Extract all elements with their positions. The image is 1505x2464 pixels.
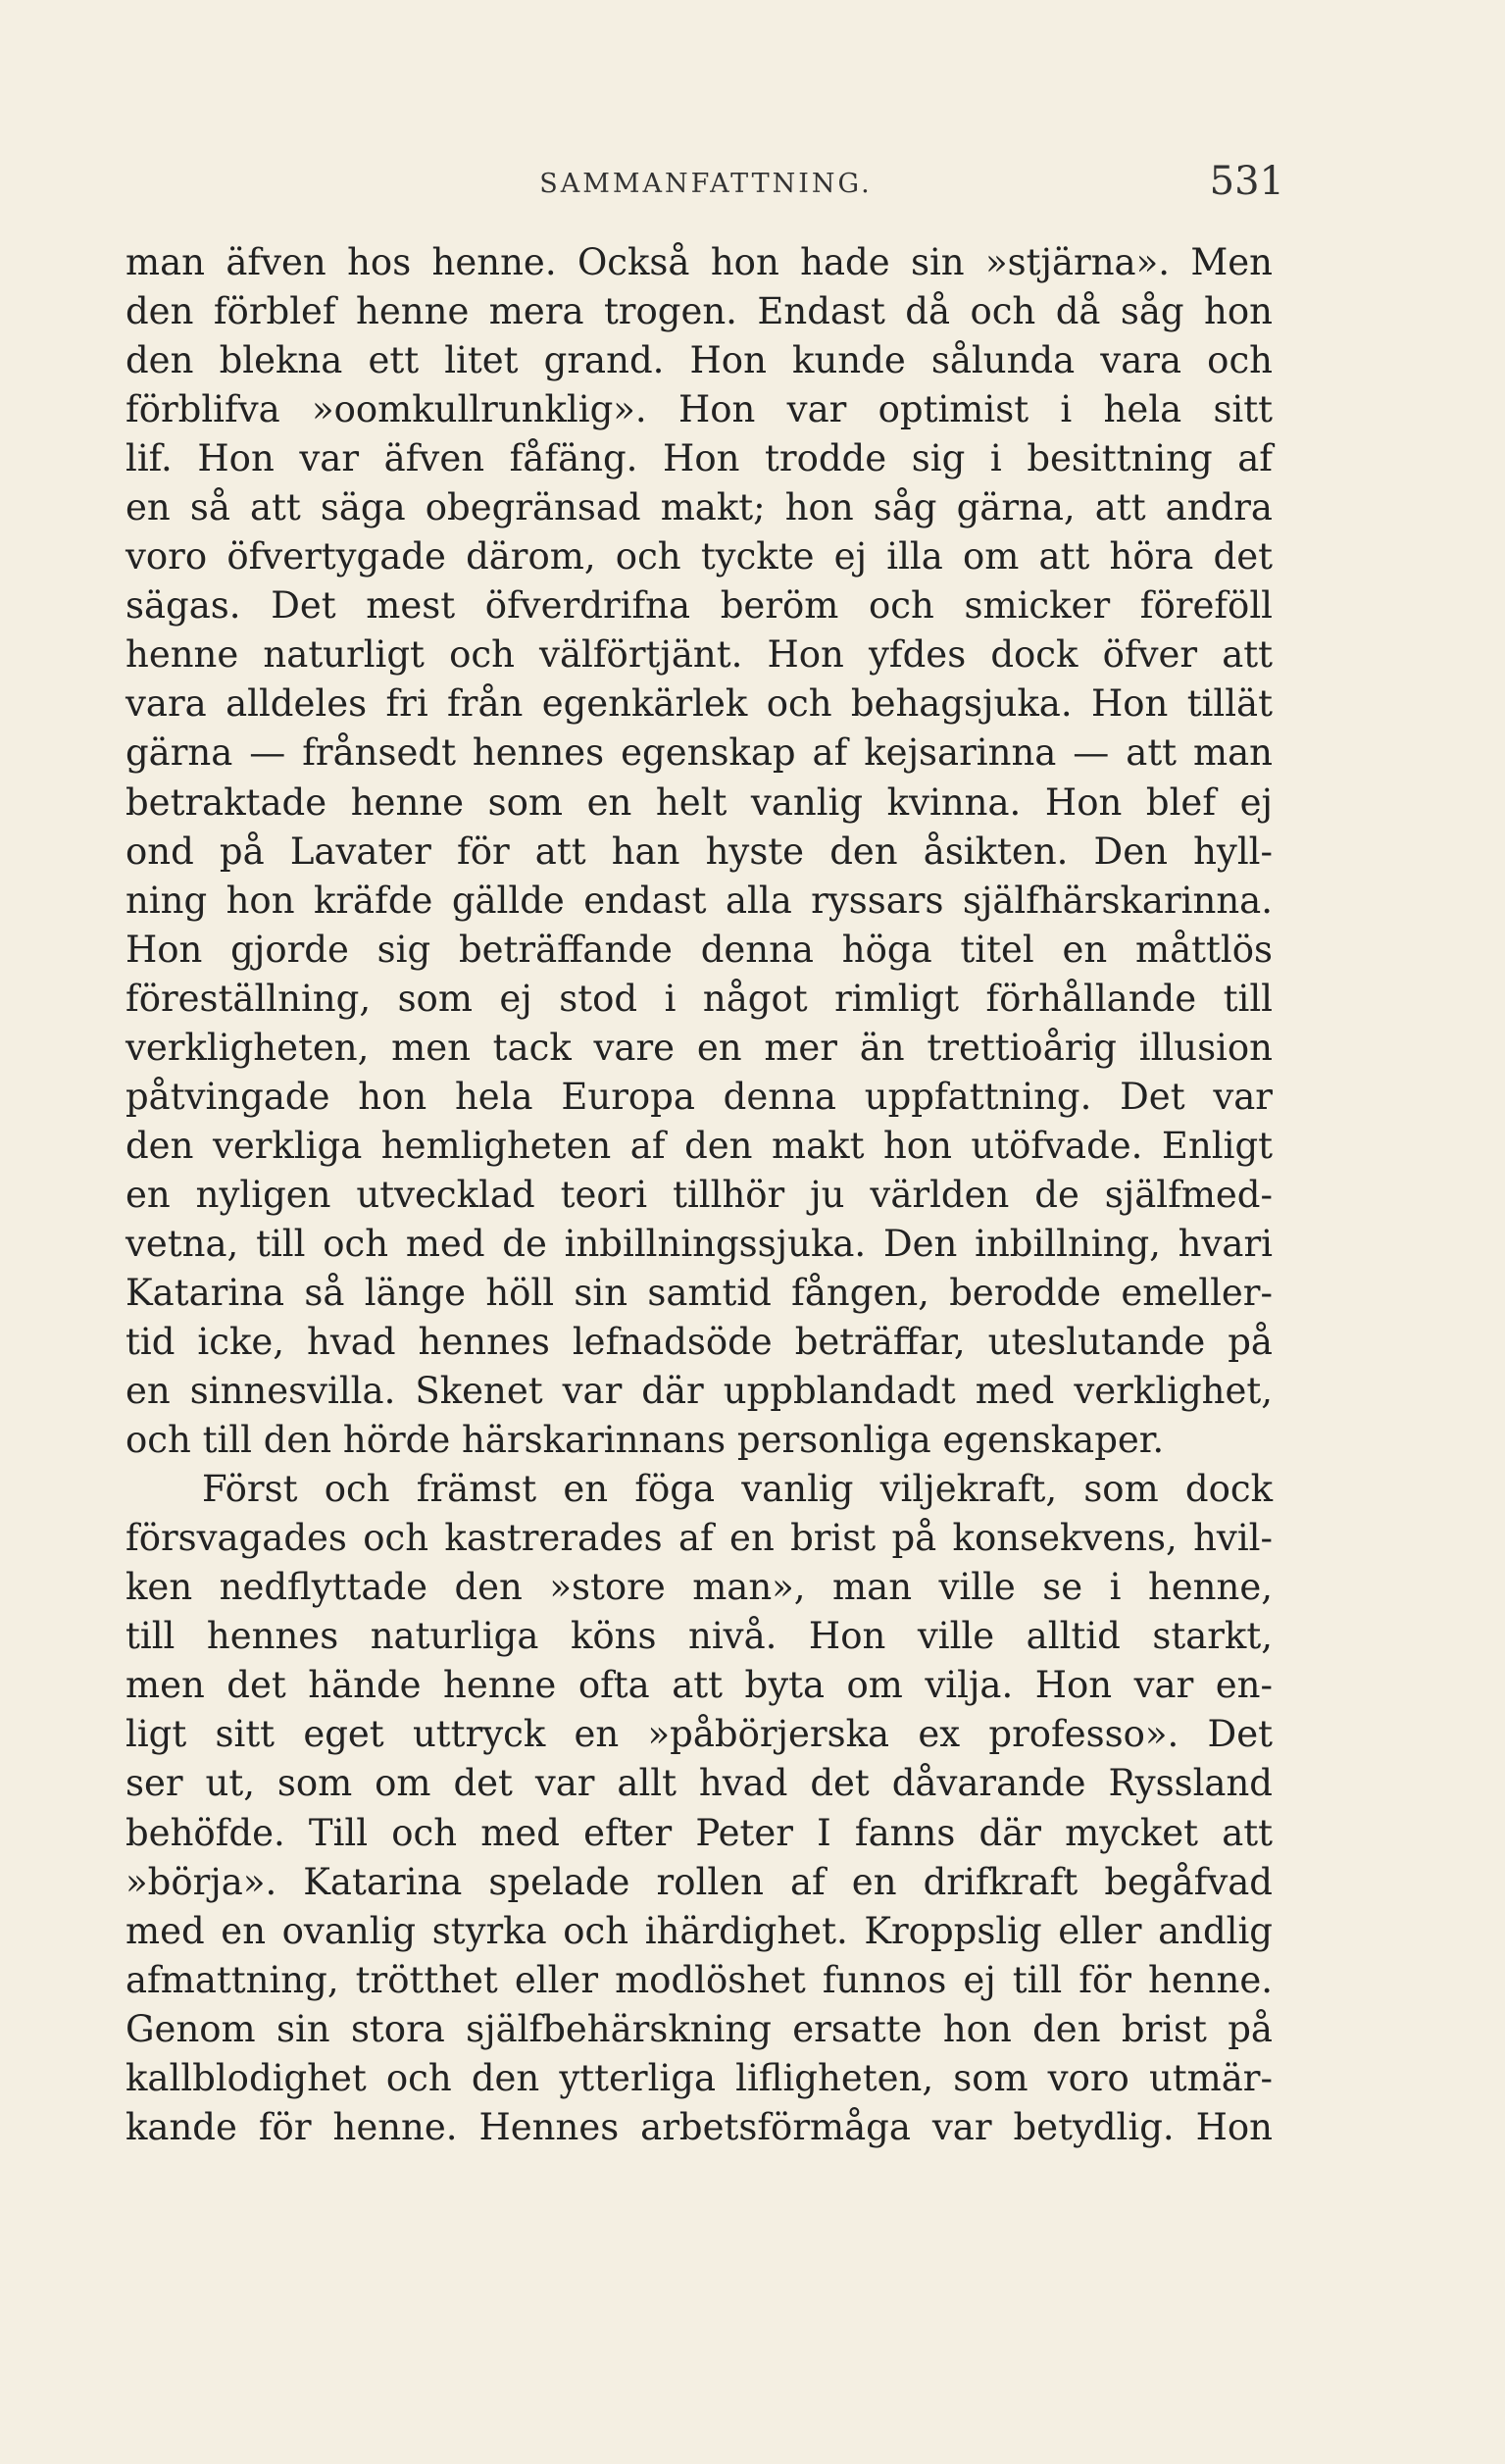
text-line: henne naturligt och välförtjänt. Hon yfdes dock öfver att [125, 633, 1273, 677]
text-line: vetna, till och med de inbillningssjuka. Den inbillning, hvari [125, 1222, 1273, 1265]
page-header [127, 159, 1284, 204]
text-line: kande för henne. Hennes arbetsförmåga var betydlig. Hon [125, 2105, 1273, 2148]
text-line: den verkliga hemligheten af den makt hon utöfvade. Enligt [125, 1124, 1273, 1167]
text-line: försvagades och kastrerades af en brist på konsekvens, hvil- [125, 1517, 1273, 1560]
text-line: ond på Lavater för att han hyste den åsikten. Den hyll- [125, 830, 1273, 873]
running-title: SAMMANFATTNING. [539, 169, 873, 199]
text-line: tid icke, hvad hennes lefnadsöde beträffar, uteslutande på [125, 1321, 1273, 1364]
text-line: Katarina så länge höll sin samtid fången, berodde emeller- [125, 1271, 1273, 1314]
text-line: den förblef henne mera trogen. Endast då och då såg hon [125, 290, 1273, 333]
text-line: »börja». Katarina spelade rollen af en drifkraft begåfvad [125, 1860, 1273, 1903]
text-line: verkligheten, men tack vare en mer än trettioårig illusion [125, 1026, 1273, 1069]
text-line-paragraph-end: och till den hörde härskarinnans personliga egenskaper. [125, 1419, 1165, 1462]
text-line: gärna — frånsedt hennes egenskap af kejsarinna — att man [125, 731, 1273, 775]
text-line: ser ut, som om det var allt hvad det dåvarande Ryssland [125, 1762, 1273, 1805]
text-line: en nyligen utvecklad teori tillhör ju världen de själfmed- [125, 1173, 1273, 1216]
text-line: kallblodighet och den ytterliga lifligheten, som voro utmär- [125, 2056, 1273, 2099]
text-line: ning hon kräfde gällde endast alla ryssars själfhärskarinna. [125, 879, 1273, 922]
text-line: med en ovanlig styrka och ihärdighet. Kroppslig eller andlig [125, 1909, 1273, 1952]
text-line: afmattning, trötthet eller modlöshet funnos ej till för henne. [125, 1958, 1273, 2001]
text-line: sägas. Det mest öfverdrifna beröm och smicker föreföll [125, 584, 1273, 628]
text-line: betraktade henne som en helt vanlig kvinna. Hon blef ej [125, 780, 1273, 824]
text-line: den blekna ett litet grand. Hon kunde sålunda vara och [125, 339, 1273, 382]
text-line-paragraph-start: Först och främst en föga vanlig viljekraft, som dock [202, 1468, 1273, 1511]
text-line: ken nedflyttade den »store man», man ville se i henne, [125, 1566, 1273, 1609]
text-line: till hennes naturliga köns nivå. Hon ville alltid starkt, [125, 1615, 1273, 1658]
text-line: lif. Hon var äfven fåfäng. Hon trodde sig i besittning af [125, 437, 1273, 480]
text-line: Genom sin stora själfbehärskning ersatte hon den brist på [125, 2007, 1273, 2050]
page-number: 531 [1209, 159, 1284, 204]
text-line: vara alldeles fri från egenkärlek och behagsjuka. Hon tillät [125, 682, 1273, 726]
text-line: påtvingade hon hela Europa denna uppfattning. Det var [125, 1075, 1273, 1118]
text-line: Hon gjorde sig beträffande denna höga titel en måttlös [125, 928, 1273, 971]
text-line: behöfde. Till och med efter Peter I fanns där mycket att [125, 1811, 1273, 1854]
text-line: en så att säga obegränsad makt; hon såg gärna, att andra [125, 486, 1273, 529]
text-line: föreställning, som ej stod i något rimligt förhållande till [125, 977, 1273, 1020]
text-line: en sinnesvilla. Skenet var där uppblandadt med verklighet, [125, 1370, 1273, 1413]
text-line: förblifva »oomkullrunklig». Hon var optimist i hela sitt [125, 388, 1273, 431]
text-line: man äfven hos henne. Också hon hade sin »stjärna». Men [125, 241, 1273, 283]
text-line: men det hände henne ofta att byta om vilja. Hon var en- [125, 1664, 1273, 1707]
body-text [125, 238, 1273, 2152]
text-line: ligt sitt eget uttryck en »påbörjerska ex professo». Det [125, 1713, 1273, 1756]
text-line: voro öfvertygade därom, och tyckte ej illa om att höra det [125, 535, 1273, 578]
